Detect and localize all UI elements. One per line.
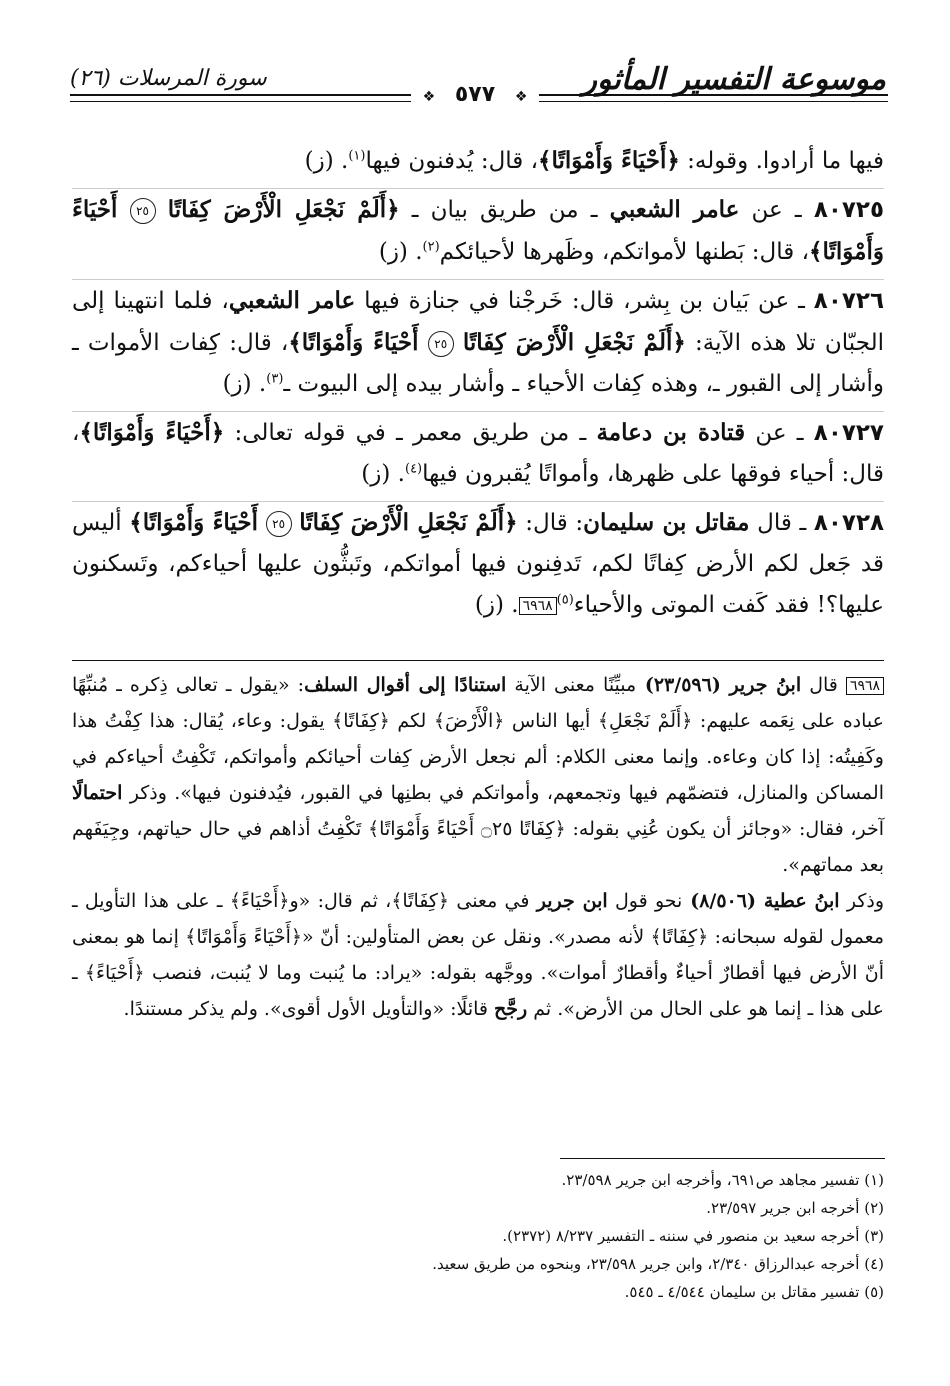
commentary-paragraph: وذكر ابنُ عطية (٨/٥٠٦) نحو قول ابن جرير في معنى ﴿كِفَاتًا﴾، ثم قال: «و﴿أَحْيَاءً﴾ ـ على هذا التأويل ـ معمول لقوله سبحانه: ﴿كِفَاتًا﴾ لأنه مصدر». ونقل عن بعض المتأولين: أنّ «﴿أَحْيَاءً وَأَمْوَاتًا﴾ إنما هو بمعنى أنّ الأرض فيها أقطارٌ أحياءٌ وأقطارٌ أموات». ووجَّهه بقوله: «يراد: ما يُنبت وما لا يُنبت، فنصب ﴿أَحْيَاءً﴾ ـ على هذا ـ إنما هو على الحال من الأرض». ثم رجَّح قائلًا: «والتأويل الأول أقوى». ولم يذكر مستندًا. [72,890,884,1020]
narrator-name: عامر الشعبي [609,196,740,223]
ornament-icon: ❖ [514,89,528,105]
entry-number: ٨٠٧٢٦ [813,288,884,314]
main-text [72,140,884,632]
footnote: (٣) أخرجه سعيد بن منصور في سننه ـ التفسير ٨/٢٣٧ (٢٣٧٢). [502,1227,884,1245]
quran-quote: ﴿أَحْيَاءً وَأَمْوَاتًا﴾ [538,147,680,174]
surah-title: سورة المرسلات (٢٦) [70,66,267,91]
entry-number: ٨٠٧٢٧ [813,420,884,446]
entry: ٨٠٧٢٧ ـ عن قتادة بن دعامة ـ من طريق معمر ـ في قوله تعالى: ﴿أَحْيَاءً وَأَمْوَاتًا﴾، قال: أحياء فوقها على ظهرها، وأمواتًا يُقبرون فيها$^{(٤)}$. (ز) [72,419,884,487]
narrator-name: قتادة بن دعامة [596,419,746,446]
footnote-rule [560,1158,885,1159]
ayah-number-icon: ٢٥ [428,331,454,357]
quran-quote: أَحْيَاءً وَأَمْوَاتًا﴾ [129,509,258,536]
scholar-name: ابن جرير [536,890,608,912]
commentary-ref-box: ٦٩٦٨ [519,597,557,615]
footnote-ref: (٢) [422,239,440,255]
footnote-ref: (٣) [266,371,284,387]
entry: ٨٠٧٢٦ ـ عن بَيان بن بِشر، قال: خَرجْنا في جنازة فيها عامر الشعبي، فلما انتهينا إلى الجبّان تلا هذه الآية: ﴿أَلَمْ نَجْعَلِ الْأَرْضَ كِفَاتًا ٢٥ أَحْيَاءً وَأَمْوَاتًا﴾، قال: كِفات الأموات ـ وأشار إلى القبور ـ، وهذه كِفات الأحياء ـ وأشار بيده إلى البيوت ـ$^{(٣)}$. (ز) [72,287,884,397]
footnote-ref: (٤) [404,461,423,477]
quran-quote: أَحْيَاءً وَأَمْوَاتًا﴾ [288,329,419,356]
narrator-name: مقاتل بن سليمان [583,509,750,536]
commentary-rule [72,660,884,661]
entry: ٨٠٧٢٥ ـ عن عامر الشعبي ـ من طريق بيان ـ ﴿أَلَمْ نَجْعَلِ الْأَرْضَ كِفَاتًا ٢٥ أَحْيَاءً وَأَمْوَاتًا﴾، قال: بَطنها لأمواتكم، وظَهرها لأحيائكم$^{(٢)}$. (ز) [72,196,885,265]
footnotes [72,1166,884,1306]
commentary-number-box: ٦٩٦٨ [846,677,884,695]
footnote: (٥) تفسير مقاتل بن سليمان ٤/٥٤٤ ـ ٥٤٥. [624,1283,884,1301]
footnote-ref: (١) [348,148,366,164]
quran-quote: ﴿أَلَمْ نَجْعَلِ الْأَرْضَ كِفَاتًا [462,329,686,356]
ornament-icon: ❖ [422,89,436,105]
page-number: ❖ ٥٧٧ ❖ [411,82,540,107]
quran-quote: ﴿أَحْيَاءً وَأَمْوَاتًا﴾ [79,419,225,446]
page-number-row [0,82,950,107]
quran-quote: ﴿أَلَمْ نَجْعَلِ الْأَرْضَ كِفَاتًا [299,509,518,536]
entry: ٨٠٧٢٨ ـ قال مقاتل بن سليمان: قال: ﴿أَلَمْ نَجْعَلِ الْأَرْضَ كِفَاتًا ٢٥ أَحْيَاءً وَأَمْوَاتًا﴾ أليس قد جَعل لكم الأرض كِفاتًا لكم، تَدفِنون فيها أمواتكم، وتَبثُّون عليها أحياءكم، وتَسكنون عليها؟! فقد كَفت الموتى والأحياء$^{(٥)}$٦٩٦٨. (ز) [72,509,885,618]
quran-quote: ﴿أَلَمْ نَجْعَلِ الْأَرْضَ كِفَاتًا [167,196,400,223]
ayah-number-icon: ٢٥ [130,198,156,224]
scholar-name: ابنُ جرير [729,674,802,696]
entry-number: ٨٠٧٢٨ [813,510,885,536]
book-title: موسوعة التفسير المأثور [582,62,886,97]
commentary-paragraph: ٦٩٦٨ قال ابنُ جرير (٢٣/٥٩٦) مبيِّنًا معنى الآية استنادًا إلى أقوال السلف: «يقول ـ تعالى ذِكره ـ مُنبِّهًا عباده على نِعَمه عليهم: ﴿أَلَمْ نَجْعَلِ﴾ أيها الناس ﴿الْأَرْضَ﴾ لكم ﴿كِفَاتًا﴾ يقول: وعاء، يُقال: هذا كِفْتُ هذا وكَفِيتُه: إذا كان وعاءه. وإنما معنى الكلام: ألم نجعل الأرض كِفات أحيائكم وأمواتكم، تَكْفِتُ أحياءكم في المساكن والمنازل، فتضمّهم فيها وتجمعهم، وأمواتكم في بطنِها في القبور، فيُدفنون فيها». وذكر احتمالًا آخر، فقال: «وجائز أن يكون عُنِي بقوله: ﴿كِفَاتًا ۝٢٥ أَحْيَاءً وَأَمْوَاتًا﴾ تَكْفِتُ أذاهم في حال حياتهم، وجِيَفَهم بعد مماتهم». [72,674,884,876]
ayah-number-icon: ٢٥ [266,511,292,537]
entry-continuation: فيها ما أرادوا. وقوله: ﴿أَحْيَاءً وَأَمْوَاتًا﴾، قال: يُدفنون فيها$^{(١)}$. (ز) [304,147,884,174]
entry-number: ٨٠٧٢٥ [813,197,885,223]
footnote: (٤) أخرجه عبدالرزاق ٢/٣٤٠، وابن جرير ٢٣/٥٩٨، وبنحوه من طريق سعيد. [432,1255,884,1273]
scholar-name: ابنُ عطية [763,890,840,912]
footnote: (١) تفسير مجاهد ص٦٩١، وأخرجه ابن جرير ٢٣/٥٩٨. [561,1171,884,1189]
narrator-name: عامر الشعبي [228,287,356,314]
footnote-ref: (٥) [556,592,574,608]
footnote: (٢) أخرجه ابن جرير ٢٣/٥٩٧. [706,1199,884,1217]
commentary [72,660,884,1027]
quran-quote: أَحْيَاءً وَأَمْوَاتًا﴾ [72,196,884,265]
